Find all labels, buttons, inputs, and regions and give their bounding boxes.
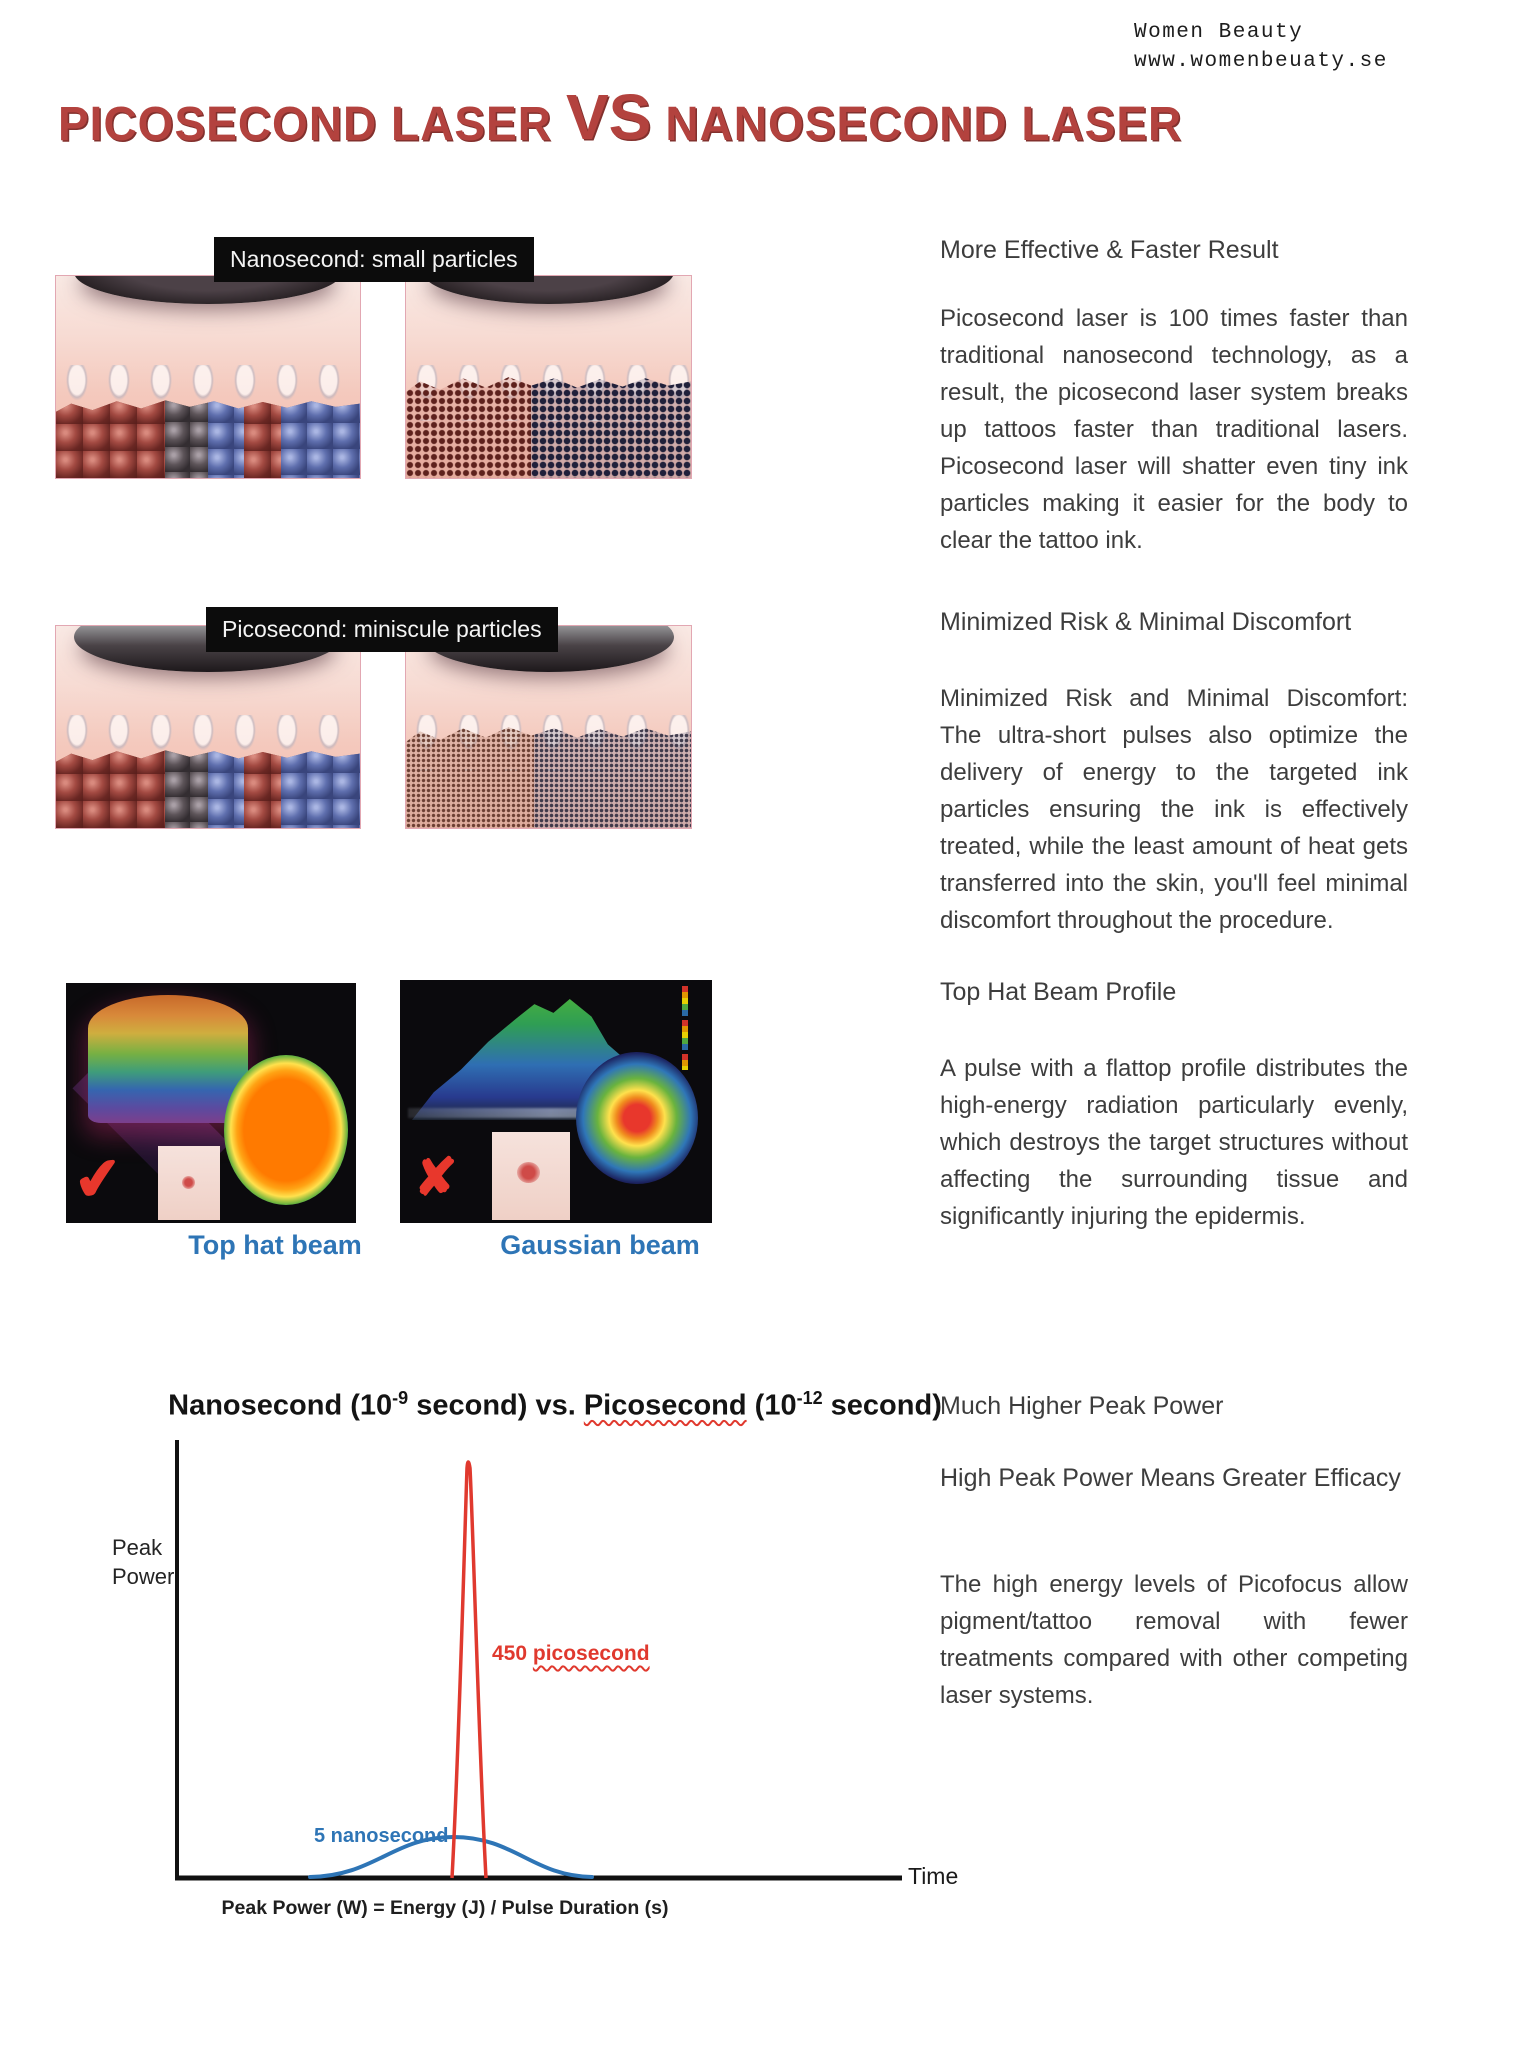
- pulse-duration-chart: [150, 1430, 950, 1900]
- ink-cluster-blue: [281, 397, 360, 478]
- chart-title: [160, 1388, 950, 1423]
- chart-title-sup: -12: [796, 1388, 823, 1408]
- ink-fragments-red: [406, 373, 531, 478]
- y-axis-label-line2: Power: [112, 1564, 175, 1589]
- intensity-colorbar: [682, 986, 688, 1070]
- injured-spot: [517, 1162, 540, 1183]
- flat-intensity-spot: [224, 1055, 348, 1205]
- picosecond-label-value: 450: [492, 1642, 533, 1665]
- ink-particle-band-large: [56, 747, 360, 828]
- chart-title-part: second) vs.: [408, 1389, 584, 1422]
- skin-diagram-picosecond-before: [55, 625, 361, 829]
- ink-particle-band-dust: [406, 723, 691, 828]
- ink-cluster-gray: [165, 747, 208, 828]
- section-heading-peak-power: Much Higher Peak Power: [940, 1392, 1224, 1420]
- tophat-3d-profile: [88, 995, 248, 1123]
- ink-cluster-gray: [165, 397, 208, 478]
- tophat-beam-panel: [66, 983, 356, 1223]
- skin-diagram-nanosecond-after: [405, 275, 692, 479]
- ink-cluster-red: [244, 397, 280, 478]
- chart-title-sup: -9: [392, 1388, 409, 1408]
- section-heading-effective: More Effective & Faster Result: [940, 236, 1279, 264]
- brand-website: www.womenbeuaty.se: [1134, 50, 1388, 73]
- section-heading-risk: Minimized Risk & Minimal Discomfort: [940, 608, 1352, 636]
- picosecond-pulse-curve: [452, 1462, 486, 1878]
- title-right: NANOSECOND LASER: [665, 95, 1183, 151]
- ink-cluster-blue: [208, 747, 244, 828]
- check-icon: ✔: [70, 1144, 126, 1215]
- skin-result-photo: [492, 1132, 570, 1220]
- chart-title-part: second): [822, 1389, 942, 1422]
- ink-particle-band-small: [406, 373, 691, 478]
- page-title: [58, 80, 1182, 154]
- skin-diagram-picosecond-after: [405, 625, 692, 829]
- nanosecond-image-label: Nanosecond: small particles: [214, 237, 534, 282]
- skin-diagram-nanosecond-before: [55, 275, 361, 479]
- tophat-beam-caption: Top hat beam: [188, 1230, 362, 1260]
- chart-title-part: Nanosecond (10: [168, 1389, 393, 1422]
- gaussian-beam-panel: [400, 980, 712, 1223]
- chart-caption: Peak Power (W) = Energy (J) / Pulse Duration (s): [221, 1897, 669, 1919]
- ink-cluster-red: [56, 397, 165, 478]
- ink-cluster-red: [244, 747, 280, 828]
- picosecond-image-label: Picosecond: miniscule particles: [206, 607, 558, 652]
- section-body-tophat: A pulse with a flattop profile distributes the high-energy radiation particularly evenly, which destroys the target structures without affecting the surrounding tissue and significantly injuring the epidermis.: [940, 1055, 1408, 1230]
- chart-title-part: (10: [746, 1389, 797, 1422]
- gaussian-intensity-spot: [576, 1052, 698, 1184]
- section-body-effective: Picosecond laser is 100 times faster than traditional nanosecond technology, as a result, the picosecond laser system breaks up tattoos faster than traditional lasers. Picosecond laser will shatter even tiny ink particles making it easier for the body to clear the tattoo ink.: [940, 305, 1408, 554]
- cross-icon: ✘: [414, 1149, 458, 1207]
- section-heading-tophat: Top Hat Beam Profile: [940, 978, 1177, 1006]
- ink-cluster-blue: [208, 397, 244, 478]
- section-subheading-peak-power: High Peak Power Means Greater Efficacy: [940, 1464, 1401, 1492]
- ink-dust-brown: [406, 723, 534, 828]
- brand-name: Women Beauty: [1134, 21, 1304, 44]
- y-axis-label-line1: Peak: [112, 1535, 163, 1560]
- chart-title-picosecond: Picosecond: [583, 1389, 747, 1422]
- section-body-peak-power: The high energy levels of Picofocus allow pigment/tattoo removal with fewer treatments compared with other competing laser systems.: [940, 1571, 1408, 1709]
- gaussian-beam-caption: Gaussian beam: [500, 1230, 700, 1260]
- title-left: PICOSECOND LASER: [58, 95, 552, 151]
- ink-fragments-dark: [531, 373, 691, 478]
- header: [1134, 18, 1388, 76]
- treated-spot: [182, 1176, 196, 1189]
- skin-result-photo: [158, 1146, 220, 1220]
- ink-particle-band-large: [56, 397, 360, 478]
- nanosecond-series-label: 5 nanosecond: [314, 1825, 449, 1847]
- section-body-risk: Minimized Risk and Minimal Discomfort: The ultra-short pulses also optimize the delivery of energy to the targeted ink particles ensuring the ink is effectively treated, while the least amount of heat gets transferred into the skin, you'll feel minimal discomfort throughout the procedure.: [940, 685, 1408, 934]
- ink-dust-slate: [534, 723, 691, 828]
- x-axis-label: Time: [908, 1863, 959, 1889]
- picosecond-label-word: picosecond: [532, 1642, 650, 1665]
- ink-cluster-red: [56, 747, 165, 828]
- title-vs: VS: [565, 81, 652, 153]
- ink-cluster-blue: [281, 747, 360, 828]
